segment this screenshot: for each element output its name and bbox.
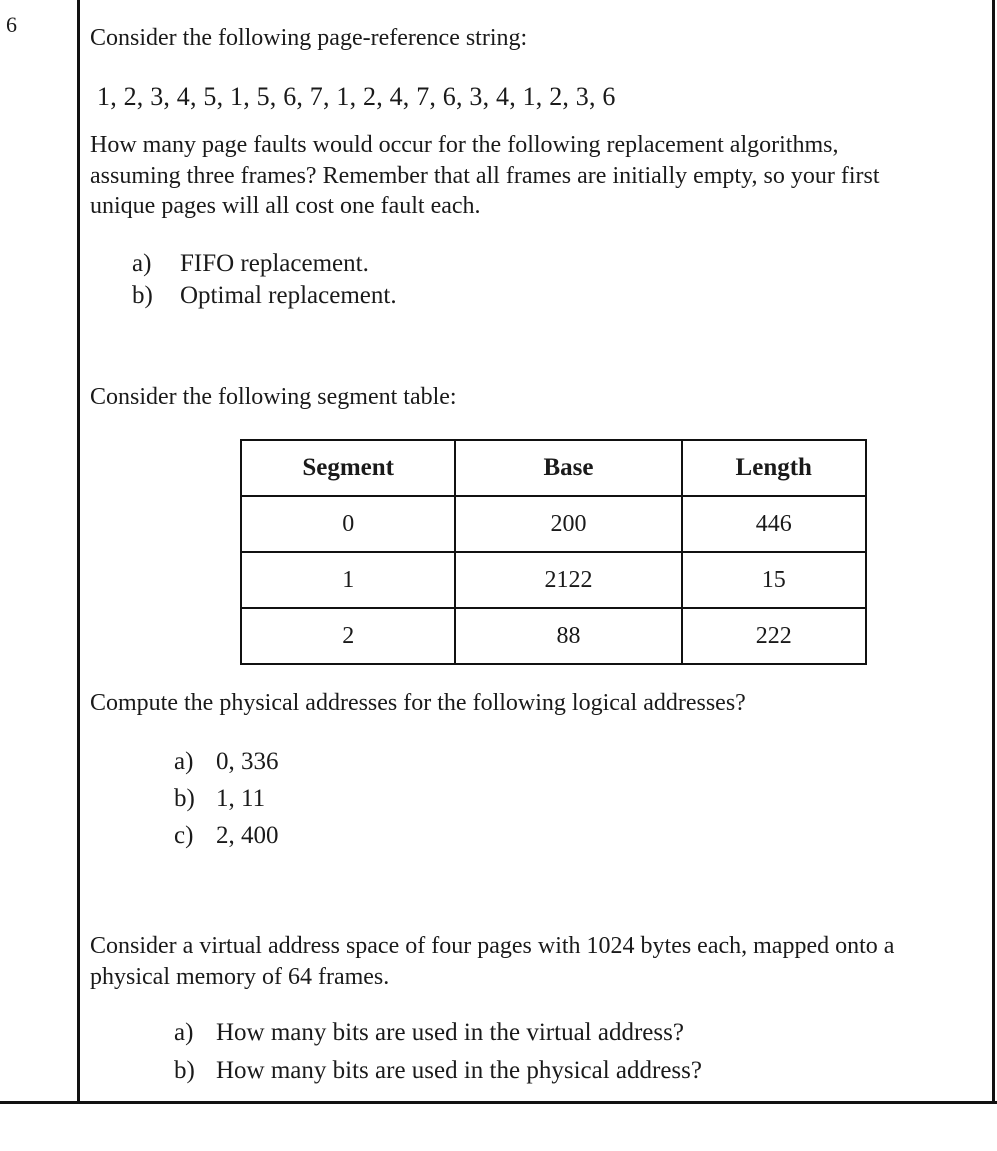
cell-base: 88 <box>455 608 681 664</box>
table-header-row <box>241 440 866 496</box>
virtual-address-prompt <box>90 931 894 992</box>
option-label: b) <box>174 785 195 812</box>
bits-option-a <box>174 1017 684 1049</box>
option-text: How many bits are used in the physical address? <box>216 1057 702 1084</box>
page-reference-string: 1, 2, 3, 4, 5, 1, 5, 6, 7, 1, 2, 4, 7, 6, 3, 4, 1, 2, 3, 6 <box>97 82 616 111</box>
option-label: c) <box>174 822 194 849</box>
question-number: 6 <box>6 12 17 37</box>
segment-table <box>240 439 867 665</box>
prompt-line: assuming three frames? Remember that all frames are initially empty, so your first <box>90 162 880 189</box>
cell-length: 222 <box>682 608 866 664</box>
option-optimal <box>132 280 397 312</box>
option-label: a) <box>174 748 194 775</box>
cell-length: 446 <box>682 496 866 552</box>
page-reference-intro: Consider the following page-reference string: <box>90 25 528 51</box>
table-row <box>241 496 866 552</box>
prompt-line: unique pages will all cost one fault each. <box>90 193 481 219</box>
option-fifo <box>132 248 369 280</box>
option-label: a) <box>174 1019 194 1046</box>
cell-segment: 2 <box>241 608 455 664</box>
option-text: Optimal replacement. <box>180 282 397 309</box>
cell-base: 2122 <box>455 552 681 608</box>
option-label: b) <box>132 282 153 309</box>
physical-address-prompt: Compute the physical addresses for the following logical addresses? <box>90 690 746 716</box>
cell-base: 200 <box>455 496 681 552</box>
option-text: 1, 11 <box>216 785 266 812</box>
table-row <box>241 608 866 664</box>
prompt-line: How many page faults would occur for the following replacement algorithms, <box>90 132 839 158</box>
cell-length: 15 <box>682 552 866 608</box>
option-label: a) <box>132 250 152 277</box>
option-text: 2, 400 <box>216 822 279 849</box>
bits-option-b <box>174 1055 702 1087</box>
option-label: b) <box>174 1057 195 1084</box>
address-option-c <box>174 820 279 852</box>
header-segment: Segment <box>241 440 455 496</box>
table-row <box>241 552 866 608</box>
table-border-left <box>77 0 80 1104</box>
cell-segment: 1 <box>241 552 455 608</box>
option-text: How many bits are used in the virtual address? <box>216 1019 684 1046</box>
option-text: FIFO replacement. <box>180 250 369 277</box>
option-text: 0, 336 <box>216 748 279 775</box>
cell-segment: 0 <box>241 496 455 552</box>
address-option-b <box>174 783 265 815</box>
table-border-bottom <box>0 1101 997 1104</box>
prompt-line: physical memory of 64 frames. <box>90 963 390 990</box>
page-fault-prompt <box>90 130 880 222</box>
prompt-line: Consider a virtual address space of four pages with 1024 bytes each, mapped onto a <box>90 933 895 959</box>
header-length: Length <box>682 440 866 496</box>
table-border-right <box>992 0 995 1104</box>
address-option-a <box>174 746 279 778</box>
header-base: Base <box>455 440 681 496</box>
segment-table-intro: Consider the following segment table: <box>90 384 457 410</box>
